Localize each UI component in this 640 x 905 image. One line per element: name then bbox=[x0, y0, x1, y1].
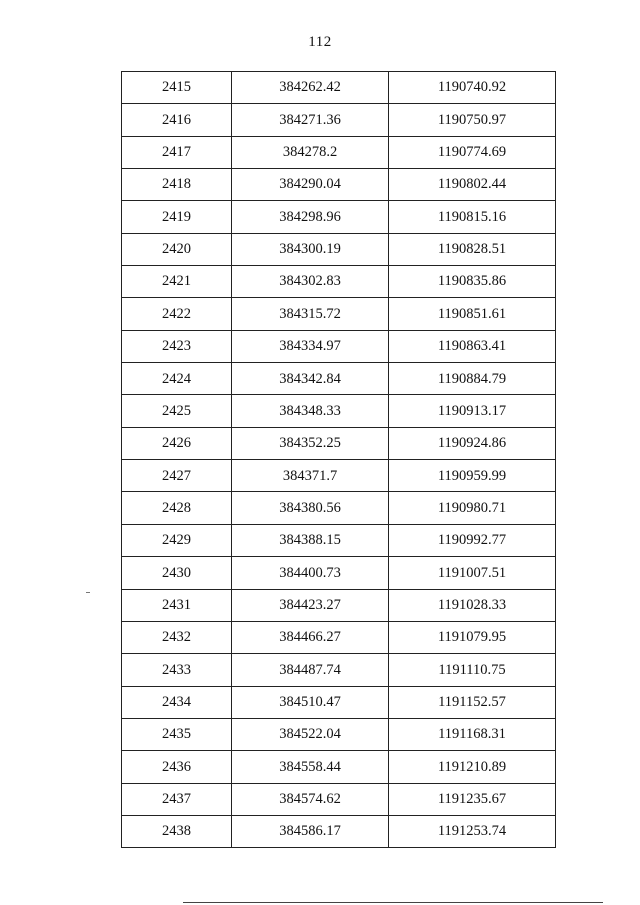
x-coordinate-cell: 384271.36 bbox=[232, 104, 389, 136]
y-coordinate-cell: 1190815.16 bbox=[389, 201, 556, 233]
x-coordinate-cell: 384522.04 bbox=[232, 718, 389, 750]
point-number-cell: 2422 bbox=[122, 298, 232, 330]
point-number-cell: 2428 bbox=[122, 492, 232, 524]
point-number-cell: 2415 bbox=[122, 72, 232, 104]
point-number-cell: 2435 bbox=[122, 718, 232, 750]
x-coordinate-cell: 384466.27 bbox=[232, 621, 389, 653]
point-number-cell: 2437 bbox=[122, 783, 232, 815]
x-coordinate-cell: 384586.17 bbox=[232, 815, 389, 847]
y-coordinate-cell: 1190959.99 bbox=[389, 460, 556, 492]
y-coordinate-cell: 1191028.33 bbox=[389, 589, 556, 621]
x-coordinate-cell: 384423.27 bbox=[232, 589, 389, 621]
x-coordinate-cell: 384352.25 bbox=[232, 427, 389, 459]
x-coordinate-cell: 384342.84 bbox=[232, 363, 389, 395]
table-row bbox=[122, 751, 556, 783]
x-coordinate-cell: 384380.56 bbox=[232, 492, 389, 524]
x-coordinate-cell: 384510.47 bbox=[232, 686, 389, 718]
y-coordinate-cell: 1191168.31 bbox=[389, 718, 556, 750]
table-row bbox=[122, 460, 556, 492]
table-row bbox=[122, 815, 556, 847]
x-coordinate-cell: 384290.04 bbox=[232, 169, 389, 201]
table-row bbox=[122, 557, 556, 589]
x-coordinate-cell: 384300.19 bbox=[232, 233, 389, 265]
y-coordinate-cell: 1190913.17 bbox=[389, 395, 556, 427]
table-row bbox=[122, 201, 556, 233]
y-coordinate-cell: 1191210.89 bbox=[389, 751, 556, 783]
y-coordinate-cell: 1191253.74 bbox=[389, 815, 556, 847]
x-coordinate-cell: 384388.15 bbox=[232, 524, 389, 556]
y-coordinate-cell: 1190802.44 bbox=[389, 169, 556, 201]
point-number-cell: 2417 bbox=[122, 136, 232, 168]
point-number-cell: 2434 bbox=[122, 686, 232, 718]
x-coordinate-cell: 384262.42 bbox=[232, 72, 389, 104]
table-row bbox=[122, 266, 556, 298]
table-row bbox=[122, 621, 556, 653]
x-coordinate-cell: 384298.96 bbox=[232, 201, 389, 233]
table-row bbox=[122, 589, 556, 621]
scan-mark bbox=[86, 592, 90, 593]
y-coordinate-cell: 1190884.79 bbox=[389, 363, 556, 395]
table-row bbox=[122, 104, 556, 136]
point-number-cell: 2432 bbox=[122, 621, 232, 653]
point-number-cell: 2423 bbox=[122, 330, 232, 362]
point-number-cell: 2430 bbox=[122, 557, 232, 589]
table-row bbox=[122, 72, 556, 104]
y-coordinate-cell: 1190828.51 bbox=[389, 233, 556, 265]
table-row bbox=[122, 718, 556, 750]
table-row bbox=[122, 654, 556, 686]
coordinate-table-body bbox=[122, 72, 556, 848]
y-coordinate-cell: 1190774.69 bbox=[389, 136, 556, 168]
y-coordinate-cell: 1190980.71 bbox=[389, 492, 556, 524]
table-row bbox=[122, 524, 556, 556]
x-coordinate-cell: 384400.73 bbox=[232, 557, 389, 589]
point-number-cell: 2418 bbox=[122, 169, 232, 201]
bottom-rule bbox=[183, 902, 603, 903]
point-number-cell: 2425 bbox=[122, 395, 232, 427]
y-coordinate-cell: 1191235.67 bbox=[389, 783, 556, 815]
point-number-cell: 2433 bbox=[122, 654, 232, 686]
page-number: 112 bbox=[308, 34, 332, 50]
x-coordinate-cell: 384574.62 bbox=[232, 783, 389, 815]
y-coordinate-cell: 1191007.51 bbox=[389, 557, 556, 589]
x-coordinate-cell: 384348.33 bbox=[232, 395, 389, 427]
y-coordinate-cell: 1190740.92 bbox=[389, 72, 556, 104]
point-number-cell: 2421 bbox=[122, 266, 232, 298]
table-row bbox=[122, 169, 556, 201]
point-number-cell: 2431 bbox=[122, 589, 232, 621]
x-coordinate-cell: 384371.7 bbox=[232, 460, 389, 492]
point-number-cell: 2420 bbox=[122, 233, 232, 265]
y-coordinate-cell: 1191110.75 bbox=[389, 654, 556, 686]
y-coordinate-cell: 1190863.41 bbox=[389, 330, 556, 362]
point-number-cell: 2416 bbox=[122, 104, 232, 136]
point-number-cell: 2424 bbox=[122, 363, 232, 395]
y-coordinate-cell: 1191079.95 bbox=[389, 621, 556, 653]
point-number-cell: 2436 bbox=[122, 751, 232, 783]
x-coordinate-cell: 384558.44 bbox=[232, 751, 389, 783]
table-row bbox=[122, 298, 556, 330]
table-row bbox=[122, 395, 556, 427]
table-row bbox=[122, 783, 556, 815]
point-number-cell: 2429 bbox=[122, 524, 232, 556]
x-coordinate-cell: 384315.72 bbox=[232, 298, 389, 330]
x-coordinate-cell: 384278.2 bbox=[232, 136, 389, 168]
point-number-cell: 2427 bbox=[122, 460, 232, 492]
point-number-cell: 2438 bbox=[122, 815, 232, 847]
table-row bbox=[122, 686, 556, 718]
table-row bbox=[122, 233, 556, 265]
table-row bbox=[122, 492, 556, 524]
x-coordinate-cell: 384487.74 bbox=[232, 654, 389, 686]
table-row bbox=[122, 363, 556, 395]
coordinate-table bbox=[121, 71, 556, 848]
table-row bbox=[122, 136, 556, 168]
y-coordinate-cell: 1190851.61 bbox=[389, 298, 556, 330]
y-coordinate-cell: 1190835.86 bbox=[389, 266, 556, 298]
table-row bbox=[122, 427, 556, 459]
point-number-cell: 2419 bbox=[122, 201, 232, 233]
table-row bbox=[122, 330, 556, 362]
y-coordinate-cell: 1191152.57 bbox=[389, 686, 556, 718]
x-coordinate-cell: 384302.83 bbox=[232, 266, 389, 298]
y-coordinate-cell: 1190750.97 bbox=[389, 104, 556, 136]
x-coordinate-cell: 384334.97 bbox=[232, 330, 389, 362]
point-number-cell: 2426 bbox=[122, 427, 232, 459]
y-coordinate-cell: 1190992.77 bbox=[389, 524, 556, 556]
y-coordinate-cell: 1190924.86 bbox=[389, 427, 556, 459]
